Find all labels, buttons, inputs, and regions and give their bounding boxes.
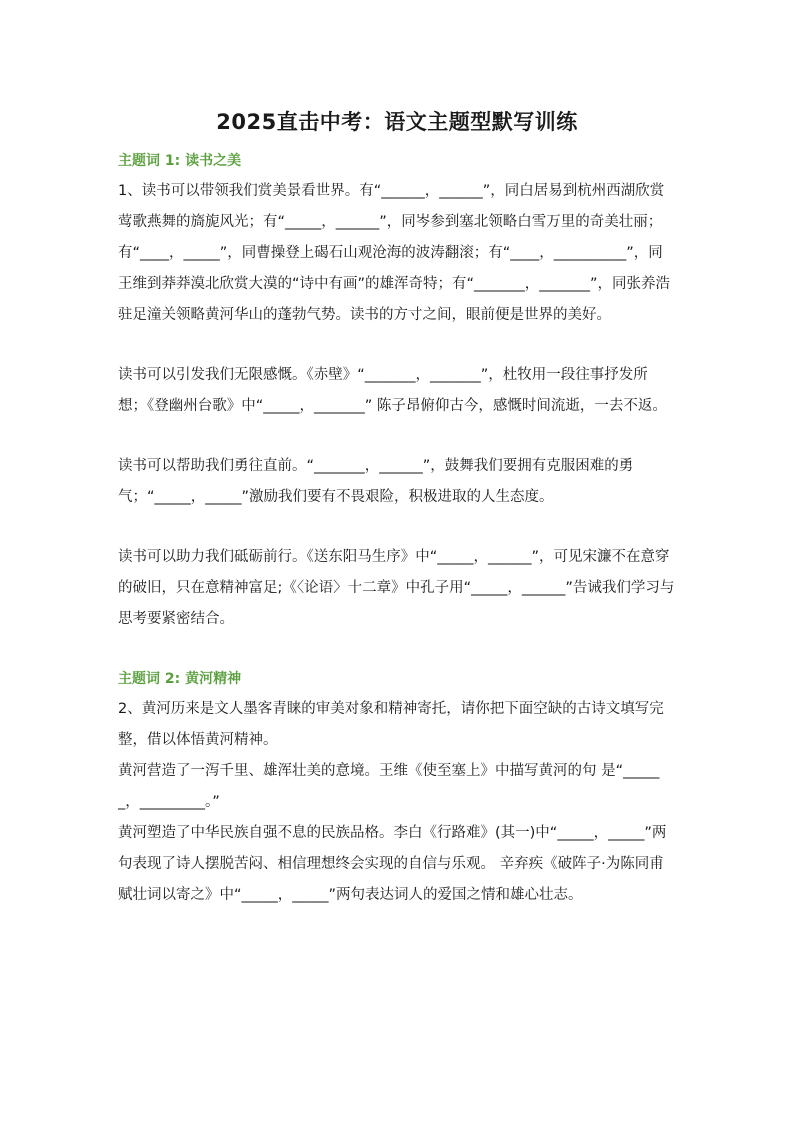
paragraph-reading-scenery: 1、读书可以带领我们赏美景看世界。有“______，______”，同白居易到杭州西湖欣赏莺歌燕舞的旖旎风光；有“_____，______”，同岑参到塞北领略白雪万里的奇美壮丽；有“____，_____”，同曹操登上碣石山观沧海的波涛翻滚；有“____，__________”，同王维到莽莽漠北欣赏大漠的“诗中有画”的雄浑奇特；有“_______，_______”，同张养浩驻足潼关领略黄河华山的蓬勃气势。读书的方寸之间，眼前便是世界的美好。 (118, 183, 671, 323)
section-heading-2: 主题词 2: 黄河精神 (118, 671, 242, 687)
paragraph-yellow-river-wangwei: 黄河营造了一泻千里、雄浑壮美的意境。王维《使至塞上》中描写黄河的句 是“______，_________。” (118, 763, 660, 810)
section-heading-1: 主题词 1: 读书之美 (118, 153, 242, 169)
paragraph-yellow-river-intro: 2、黄河历来是文人墨客青睐的审美对象和精神寄托，请你把下面空缺的古诗文填写完整，借以体悟黄河精神。 (118, 701, 664, 748)
document-title: 2025直击中考：语文主题型默写训练 (216, 110, 578, 134)
paragraph-yellow-river-spirit: 黄河塑造了中华民族自强不息的民族品格。李白《行路难》(其一)中“_____，_____”两句表现了诗人摆脱苦闷、相信理想终会实现的自信与乐观。 辛弃疾《破阵子·为陈同甫赋壮词以寄之》中“_____，_____”两句表达词人的爱国之情和雄心壮志。 (118, 825, 667, 903)
paragraph-reading-emotion: 读书可以引发我们无限感慨。《赤壁》“_______，_______”，杜牧用一段往事抒发所想；《登幽州台歌》中“_____，_______” 陈子昂俯仰古今，感慨时间流逝，一去不返。 (118, 367, 667, 414)
paragraph-reading-courage: 读书可以帮助我们勇往直前。“_______，______”，鼓舞我们要拥有克服困难的勇气；“_____，_____”激励我们要有不畏艰险，积极进取的人生态度。 (118, 458, 634, 505)
paragraph-reading-progress: 读书可以助力我们砥砺前行。《送东阳马生序》中“_____，______”，可见宋濂不在意穿的破旧，只在意精神富足;《〈论语〉十二章》中孔子用“_____，______”告诫我们学习与思考要紧密结合。 (118, 549, 675, 627)
